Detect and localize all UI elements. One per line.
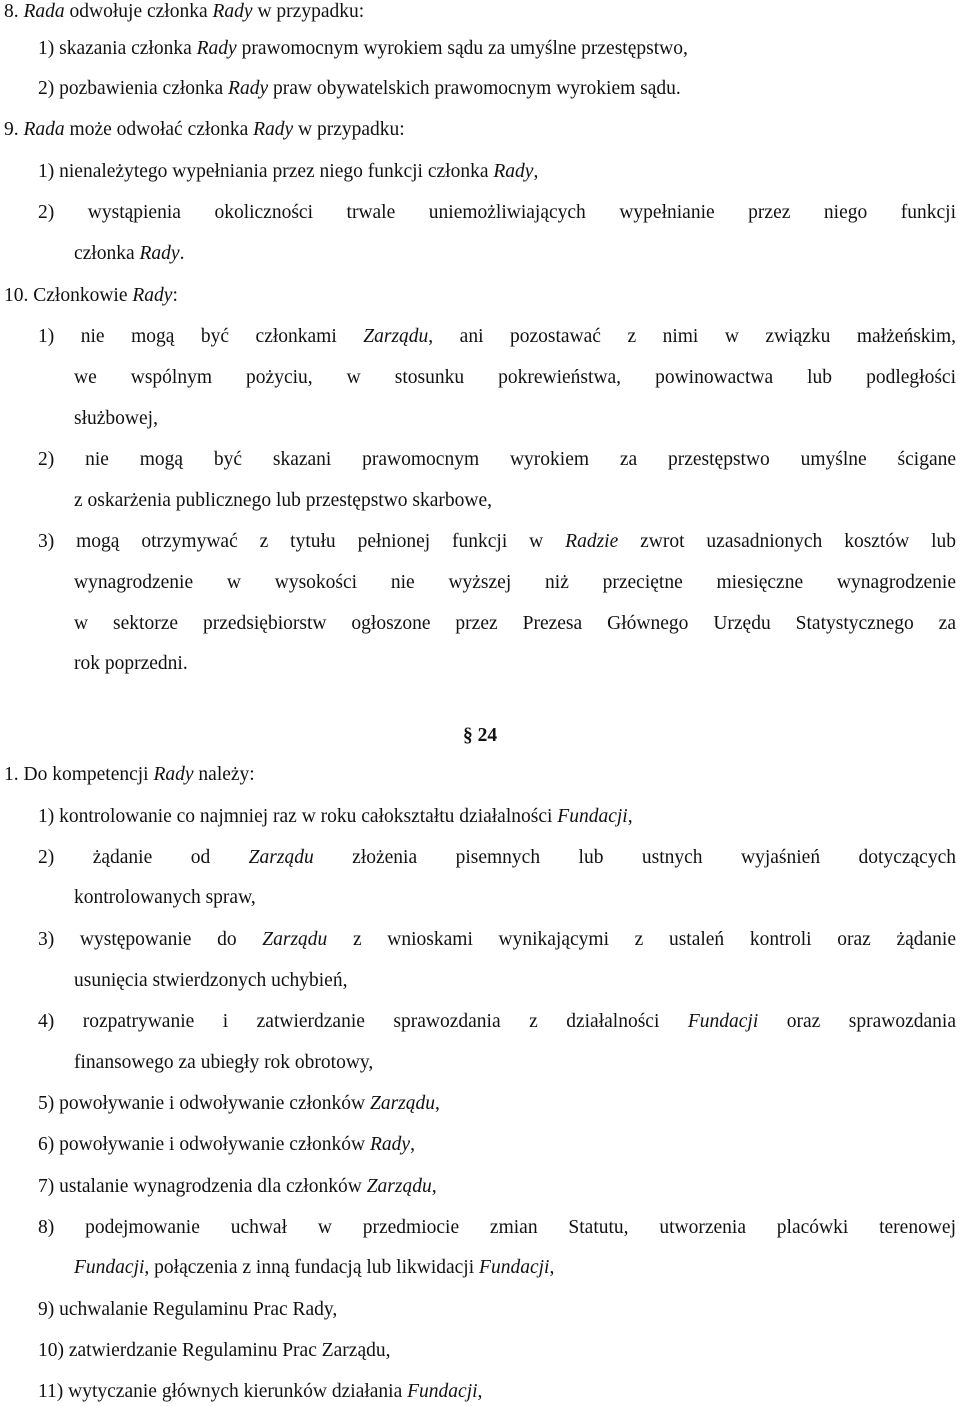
section-heading: § 24 [462,725,498,746]
text-line-p8 [4,0,960,24]
italic-term: Rady [139,243,180,264]
text-run: oraz sprawozdania [758,1011,956,1032]
italic-term: Zarządu [363,326,429,347]
text-run: powoływanie i odwoływanie członków [54,1134,370,1155]
text-run: praw obywatelskich prawomocnym wyrokiem sądu. [268,78,681,99]
text-run: 4) [38,1011,55,1032]
text-run: , [431,1176,437,1197]
text-run: usunięcia stwierdzonych uchybień, [74,970,348,991]
italic-term: Fundacji [74,1257,145,1278]
italic-term: Rady [228,78,269,99]
italic-term: Fundacji [557,806,628,827]
text-run: nie mogą być członkami [54,326,364,347]
text-run: 9) [38,1299,55,1320]
text-run: rozpatrywanie i zatwierdzanie sprawozdania z działalności [54,1011,688,1032]
text-run: , połączenia z inną fundacją lub likwidacji [144,1257,480,1278]
italic-term: Fundacji [479,1257,550,1278]
text-line-p10 [4,284,960,308]
italic-term: Zarządu [366,1176,432,1197]
italic-term: Rady [369,1134,411,1155]
text-line-s24-1-5 [38,1092,960,1116]
text-run: może odwołać członka [64,119,254,140]
italic-term: Rady [196,38,237,59]
text-run: 1) [38,806,55,827]
italic-term: Zarządu [248,847,314,868]
text-line-s24-1-8a [38,1216,956,1240]
text-run: , [533,161,539,182]
text-line-p9 [4,118,960,142]
text-run: kontrolowanych spraw, [74,887,256,908]
text-line-p10-3c [74,612,956,636]
text-run: 6) [38,1134,55,1155]
text-run: uchwalanie Regulaminu Prac Rady, [54,1299,338,1320]
text-line-p9-1 [38,160,960,184]
text-run: należy: [193,764,255,785]
text-run: w przypadku: [293,119,405,140]
italic-term: Rada [23,119,65,140]
text-run: , [410,1134,415,1155]
text-run: 3) [38,531,55,552]
text-line-s24-1 [4,763,960,787]
italic-term: Rady [212,1,253,22]
text-line-s24-1-2a [38,846,956,870]
text-run: wynagrodzenie w wysokości nie wyższej niż przeciętne miesięczne wynagrodzenie [74,572,956,593]
text-run: w sektorze przedsiębiorstw ogłoszone przez Prezesa Głównego Urzędu Statystycznego za [74,613,956,634]
italic-term: Zarządu [369,1093,436,1114]
text-line-s24-1-7 [38,1175,960,1199]
text-line-s24-1-8b [74,1256,960,1280]
text-run: 2) nie mogą być skazani prawomocnym wyrokiem za przestępstwo umyślne ścigane [38,449,956,470]
text-run: 2) wystąpienia okoliczności trwale uniemożliwiających wypełnianie przez niego funkcji [38,202,956,223]
text-line-p10-1a [38,325,956,349]
text-run: 10) [38,1340,64,1361]
text-run: 8. [4,1,24,22]
text-run: 11) [38,1381,64,1402]
text-line-s24-1-3b [74,969,960,993]
italic-term: Rady [153,764,194,785]
text-run: mogą otrzymywać z tytułu pełnionej funkcji w [54,531,566,552]
text-run: występowanie do [54,929,263,950]
text-line-p9-2b [74,242,960,266]
text-line-p10-3b [74,571,956,595]
text-line-p10-2b [74,489,960,513]
text-run: 1. Do kompetencji [4,764,154,785]
text-line-s24-1-4a [38,1010,956,1034]
text-run: z oskarżenia publicznego lub przestępstwo skarbowe, [74,490,493,511]
text-run: 1) nienależytego wypełniania przez niego funkcji członka [38,161,494,182]
text-run: , [549,1257,555,1278]
text-line-s24-1-3a [38,928,956,952]
text-line-p8-2 [38,77,960,101]
text-line-s24-1-9 [38,1298,960,1322]
italic-term: Radzie [565,531,619,552]
text-run: , ani pozostawać z nimi w związku małżeńskim, [428,326,956,347]
text-run: 2) [38,847,55,868]
text-run: 1) [38,326,55,347]
text-line-p10-1c [74,407,960,431]
text-run: we wspólnym pożyciu, w stosunku pokrewieństwa, powinowactwa lub podległości [74,367,956,388]
text-run: 8) [38,1217,55,1238]
text-run: prawomocnym wyrokiem sądu za umyślne przestępstwo, [236,38,688,59]
text-line-p10-2a [38,448,956,472]
italic-term: Fundacji [407,1381,478,1402]
text-line-s24-1-11 [38,1380,960,1404]
text-run: powoływanie i odwoływanie członków [54,1093,370,1114]
italic-term: Rady [253,119,294,140]
text-line-p8-1 [38,37,960,61]
text-run: zwrot uzasadnionych kosztów lub [618,531,956,552]
italic-term: Rady [132,285,173,306]
text-run: podejmowanie uchwał w przedmiocie zmian Statutu, utworzenia placówki terenowej [54,1217,956,1238]
text-run: 7) [38,1176,55,1197]
text-run: zatwierdzanie Regulaminu Prac Zarządu, [64,1340,391,1361]
text-run: 1) [38,38,55,59]
text-line-p10-3a [38,530,956,554]
text-line-s24-1-4b [74,1051,960,1075]
text-run: członka [74,243,140,264]
italic-term: Rada [23,1,65,22]
italic-term: Zarządu [262,929,328,950]
text-run: 3) [38,929,55,950]
italic-term: Fundacji [687,1011,759,1032]
text-run: : [172,285,178,306]
text-run: 2) [38,78,55,99]
text-run: finansowego za ubiegły rok obrotowy, [74,1052,374,1073]
text-run: pozbawienia członka [54,78,229,99]
text-run: wytyczanie głównych kierunków działania [63,1381,408,1402]
text-run: , [435,1093,440,1114]
text-line-s24-1-2b [74,886,960,910]
text-line-s24-1-6 [38,1133,960,1157]
text-run: 9. [4,119,24,140]
text-run: 10. Członkowie [4,285,133,306]
text-line-p10-3d [74,652,960,676]
text-run: ustalanie wynagrodzenia dla członków [54,1176,367,1197]
italic-term: Rady [493,161,534,182]
text-line-p9-2a [38,201,956,225]
text-run: złożenia pisemnych lub ustnych wyjaśnień dotyczących [313,847,956,868]
text-run: 5) [38,1093,55,1114]
text-run: , [627,806,633,827]
text-run: skazania członka [54,38,197,59]
text-run: , [477,1381,483,1402]
text-run: w przypadku: [252,1,365,22]
text-run: żądanie od [54,847,249,868]
text-run: z wnioskami wynikającymi z ustaleń kontroli oraz żądanie [327,929,956,950]
text-run: kontrolowanie co najmniej raz w roku całokształtu działalności [54,806,558,827]
text-line-s24-1-1 [38,805,960,829]
text-run: służbowej, [74,408,158,429]
text-run: . [179,243,185,264]
text-run: odwołuje członka [64,1,213,22]
text-line-p10-1b [74,366,956,390]
text-run: rok poprzedni. [74,653,188,674]
text-line-s24-1-10 [38,1339,960,1363]
